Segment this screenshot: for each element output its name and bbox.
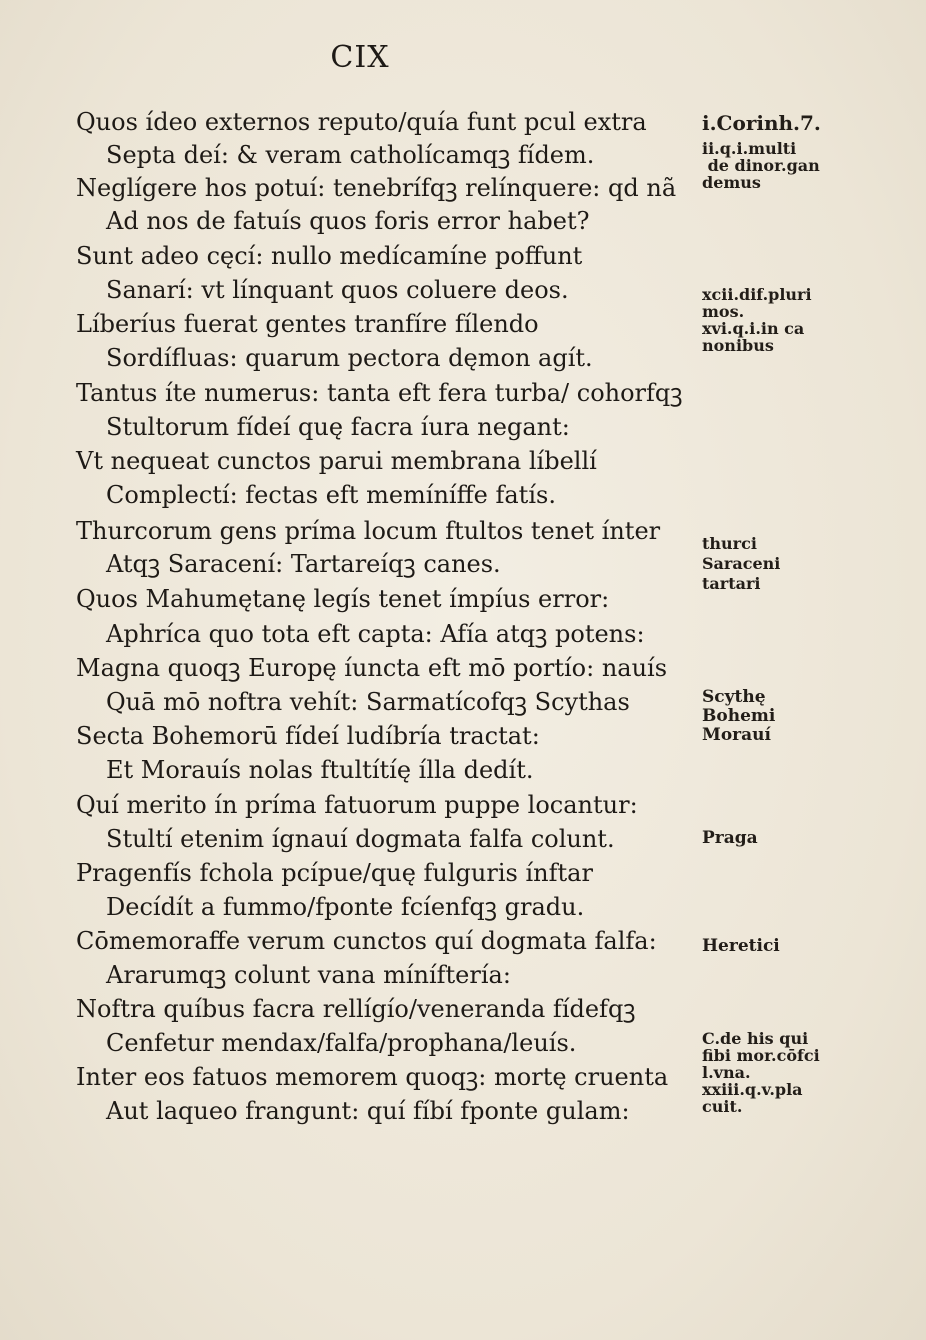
margin-note: C.de his qui fibi mor.cōfci l.vna. xxiii.q.v.pla cuit. <box>702 1029 820 1116</box>
verse-line: Aphríca quo tota eft capta: Afía atqꝫ potens: <box>106 620 645 648</box>
verse-line: Atqꝫ Saracení: Tartareíqꝫ canes. <box>106 550 501 578</box>
verse-line: Decídít a fummo/fponte fcíenfqꝫ gradu. <box>106 893 585 921</box>
verse-line: Inter eos fatuos memorem quoqꝫ: mortę cruenta <box>76 1063 669 1091</box>
verse-line: Septa deí: & veram catholícamqꝫ fídem. <box>106 141 595 169</box>
verse-line: Magna quoqꝫ Europę íuncta eft mō portío: nauís <box>76 654 668 682</box>
verse-line: Ararumqꝫ colunt vana míníftería: <box>106 961 511 989</box>
verse-line: Neglígere hos potuí: tenebrífqꝫ relínquere: qd nã <box>76 174 677 202</box>
verse-line: Secta Bohemorū fídeí ludíbría tractat: <box>76 722 540 750</box>
verse-line: Noftra quíbus facra rellígío/veneranda fídefqꝫ <box>76 995 636 1023</box>
verse-line: Quos ídeo externos reputo/quía funt pcul extra <box>76 108 647 136</box>
margin-note: thurci Saraceni tartari <box>702 534 781 593</box>
margin-note: i.Corinh.7. <box>702 111 821 135</box>
verse-line: Quā mō noftra vehít: Sarmatícofqꝫ Scythas <box>106 688 630 716</box>
verse-line: Tantus íte numerus: tanta eft fera turba/ cohorfqꝫ <box>76 379 683 407</box>
verse-line: Sunt adeo cęcí: nullo medícamíne poffunt <box>76 242 583 270</box>
margin-note: Scythę Bohemi Morauí <box>702 687 776 745</box>
verse-line: Thurcorum gens príma locum ftultos tenet ínter <box>76 517 661 545</box>
verse-line: Et Morauís nolas ftultítíę ílla dedít. <box>106 756 534 784</box>
verse-line: Vt nequeat cunctos parui membrana líbellí <box>76 447 597 475</box>
margin-note: Heretici <box>702 936 780 956</box>
verse-line: Sordífluas: quarum pectora dęmon agít. <box>106 344 593 372</box>
verse-line: Quos Mahumętanę legís tenet ímpíus error: <box>76 585 610 613</box>
margin-note: Praga <box>702 828 758 848</box>
folio-number: CIX <box>330 40 390 75</box>
margin-note: ii.q.i.multi de dinor.gan demus <box>702 139 820 192</box>
verse-line: Líberíus fuerat gentes tranfíre fílendo <box>76 310 539 338</box>
verse-line: Stultorum fídeí quę facra íura negant: <box>106 413 570 441</box>
verse-line: Sanarí: vt línquant quos coluere deos. <box>106 276 569 304</box>
verse-line: Ad nos de fatuís quos foris error habet? <box>106 207 590 235</box>
margin-note: xcii.dif.pluri mos. xvi.q.i.in ca nonibus <box>702 285 812 355</box>
verse-line: Aut laqueo frangunt: quí fíbí fponte gulam: <box>106 1097 630 1125</box>
verse-line: Pragenfís fchola pcípue/quę fulguris ínftar <box>76 859 593 887</box>
verse-line: Cenfetur mendax/falfa/prophana/leuís. <box>106 1029 577 1057</box>
verse-line: Quí merito ín príma fatuorum puppe locantur: <box>76 791 638 819</box>
verse-line: Stultí etenim ígnauí dogmata falfa colunt. <box>106 825 615 853</box>
verse-line: Cōmemoraffe verum cunctos quí dogmata falfa: <box>76 927 657 955</box>
verse-line: Complectí: fectas eft memíníffe fatís. <box>106 481 556 509</box>
